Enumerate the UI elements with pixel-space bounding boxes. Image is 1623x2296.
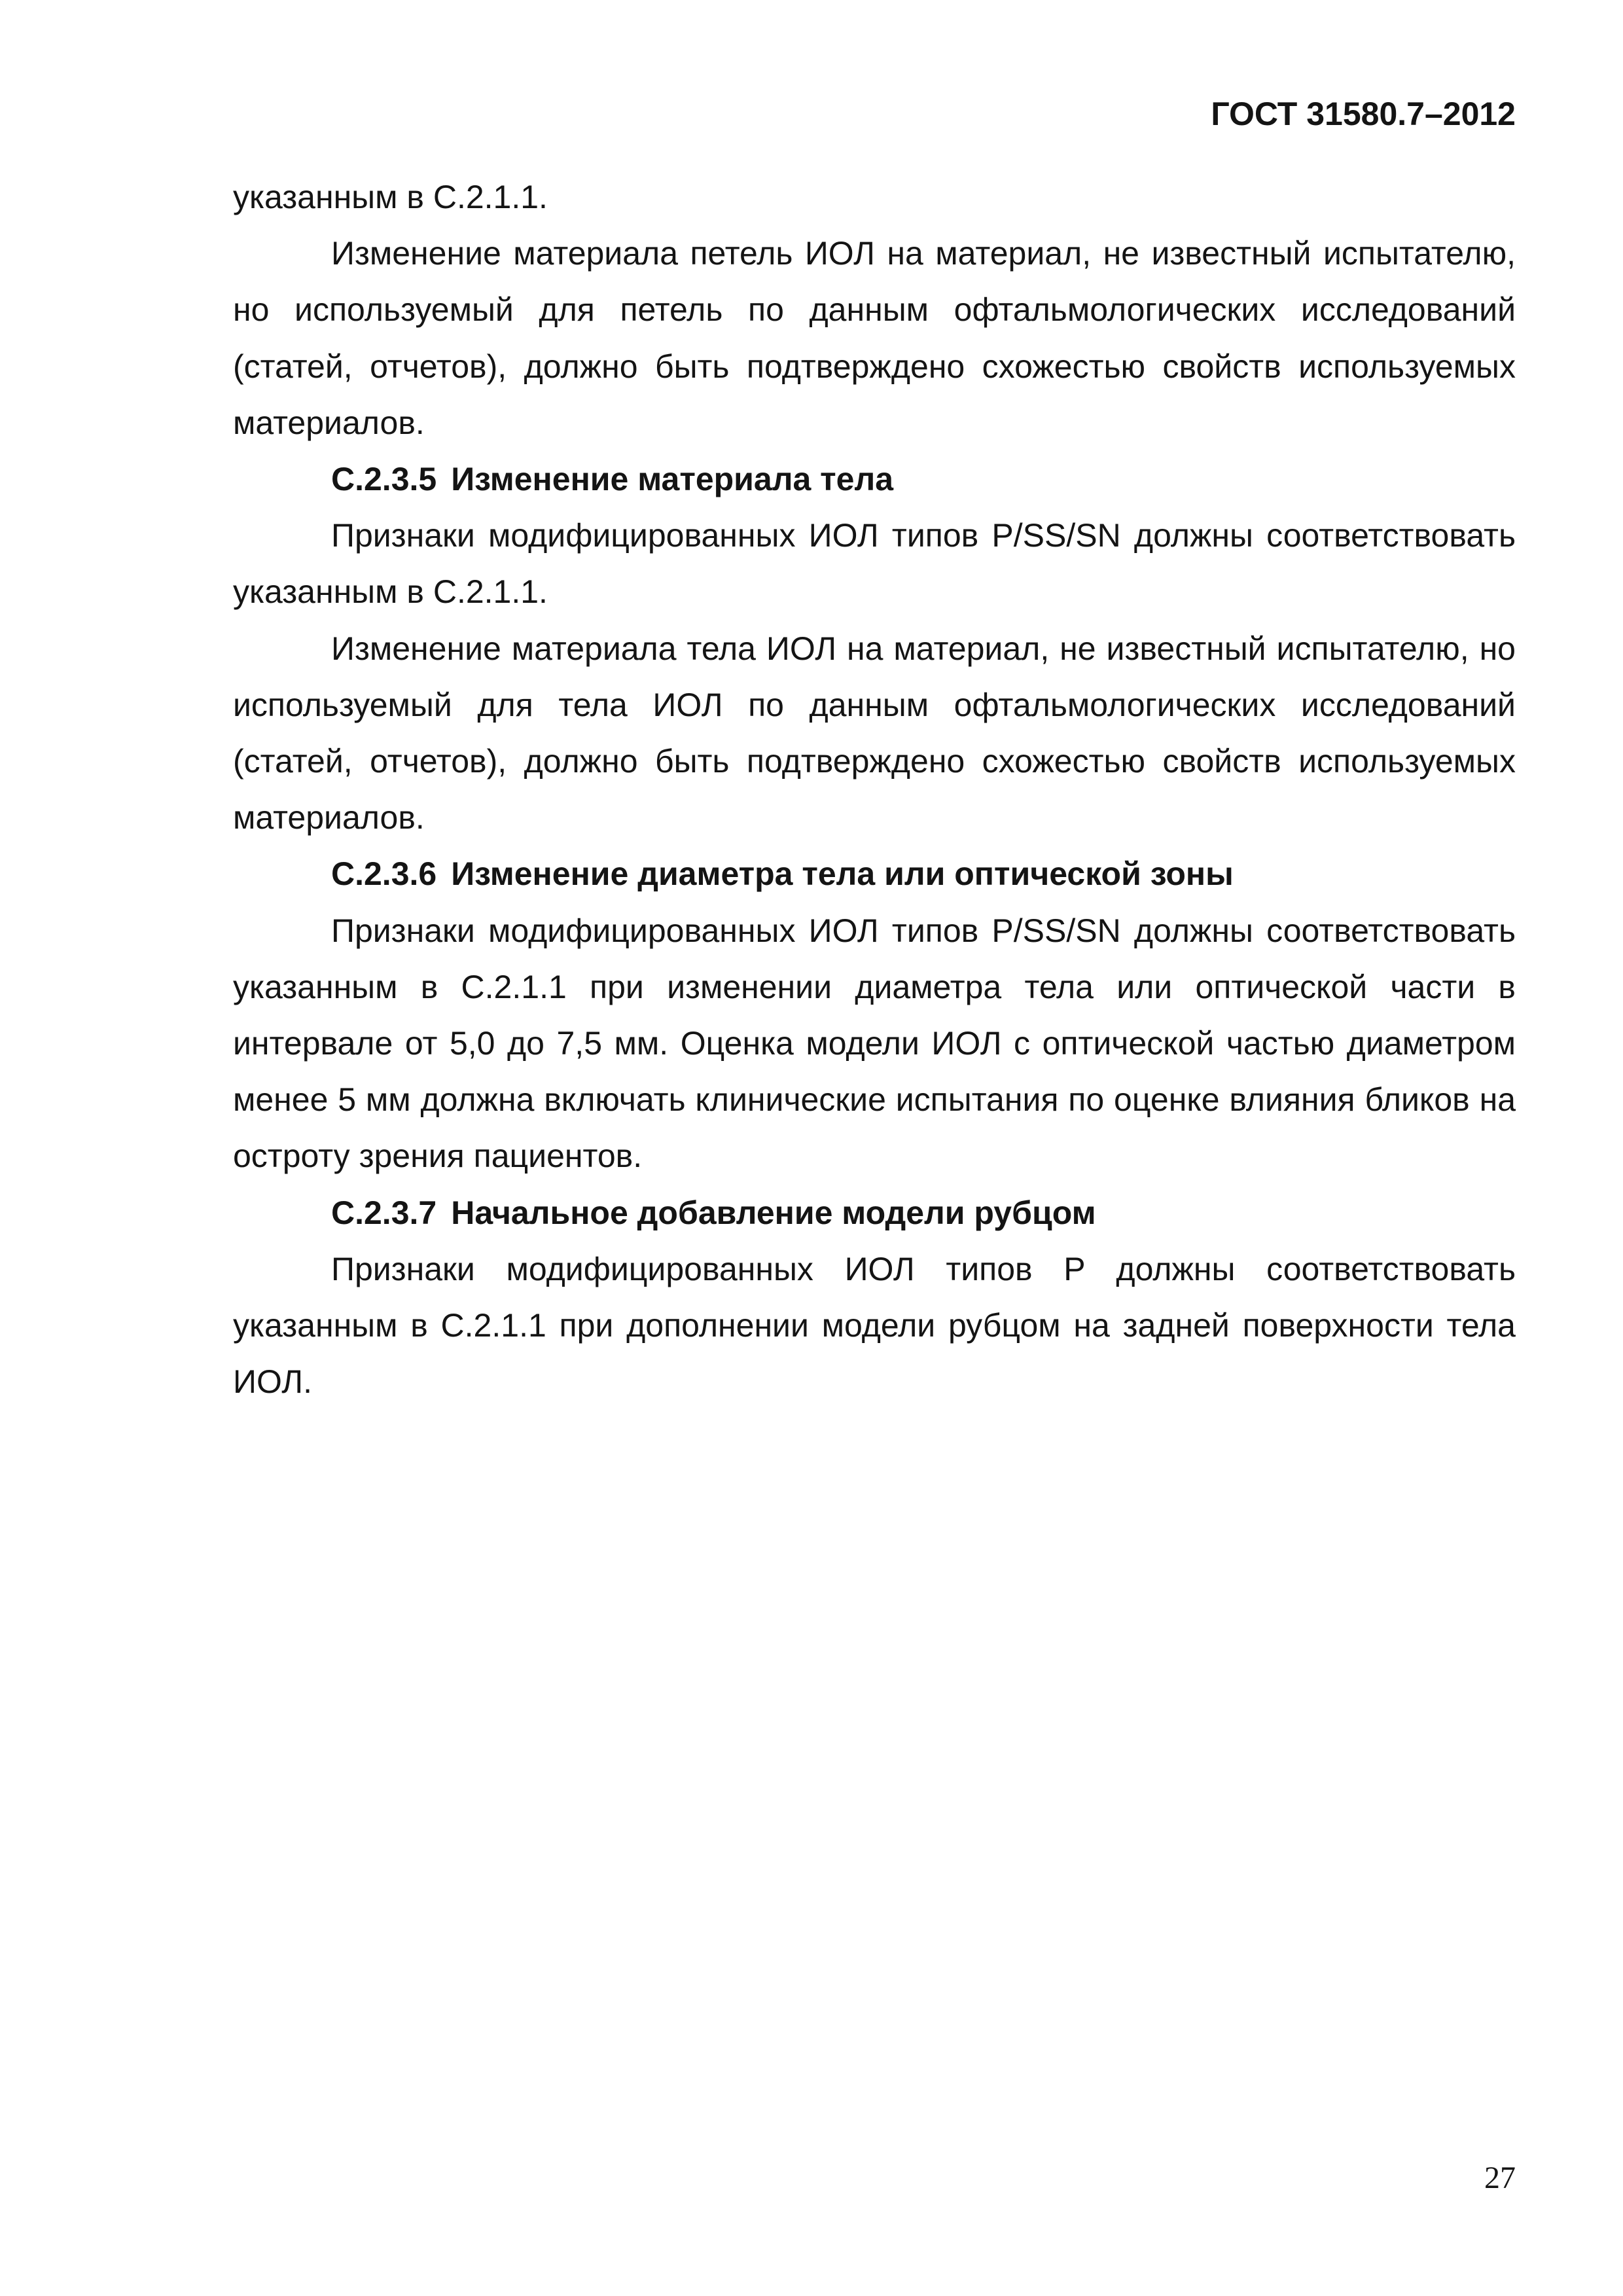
section-heading-c237 xyxy=(233,1185,1516,1241)
section-number: С.2.3.7 xyxy=(331,1194,437,1231)
paragraph-body-material-signs: Признаки модифицированных ИОЛ типов P/SS/SN должны соответствовать указанным в С.2.1.1. xyxy=(233,517,1516,611)
standard-number: ГОСТ 31580.7–2012 xyxy=(1211,96,1516,132)
paragraph-loop-material: Изменение материала петель ИОЛ на материал, не известный испытателю, но используемый для петель по данным офтальмологических исследований (статей, отчетов), должно быть подтверждено схожестью свойств используемых материалов. xyxy=(233,235,1516,441)
section-heading-c236 xyxy=(233,846,1516,902)
section-number: С.2.3.6 xyxy=(331,855,437,893)
section-number: С.2.3.5 xyxy=(331,461,437,498)
section-heading-c235 xyxy=(233,451,1516,507)
section-title: Начальное добавление модели рубцом xyxy=(451,1194,1096,1231)
paragraph-scar-addition: Признаки модифицированных ИОЛ типов P должны соответствовать указанным в С.2.1.1 при дополнении модели рубцом на задней поверхности тела ИОЛ. xyxy=(233,1250,1516,1401)
document-header xyxy=(1211,94,1516,134)
paragraph-body-material-change: Изменение материала тела ИОЛ на материал, не известный испытателю, но используемый для тела ИОЛ по данным офтальмологических исследований (статей, отчетов), должно быть подтверждено схожестью свойств используемых материалов. xyxy=(233,630,1516,836)
paragraph-continuation: указанным в С.2.1.1. xyxy=(233,179,548,215)
page-number: 27 xyxy=(1484,2161,1516,2195)
section-title: Изменение материала тела xyxy=(451,461,894,498)
paragraph-diameter-change: Признаки модифицированных ИОЛ типов P/SS/SN должны соответствовать указанным в С.2.1.1 при изменении диаметра тела или оптической части в интервале от 5,0 до 7,5 мм. Оценка модели ИОЛ с оптической частью диаметром менее 5 мм должна включать клинические испытания по оценке влияния бликов на остроту зрения пациентов. xyxy=(233,912,1516,1175)
document-body xyxy=(233,169,1516,1410)
section-title: Изменение диаметра тела или оптической зоны xyxy=(451,855,1234,893)
